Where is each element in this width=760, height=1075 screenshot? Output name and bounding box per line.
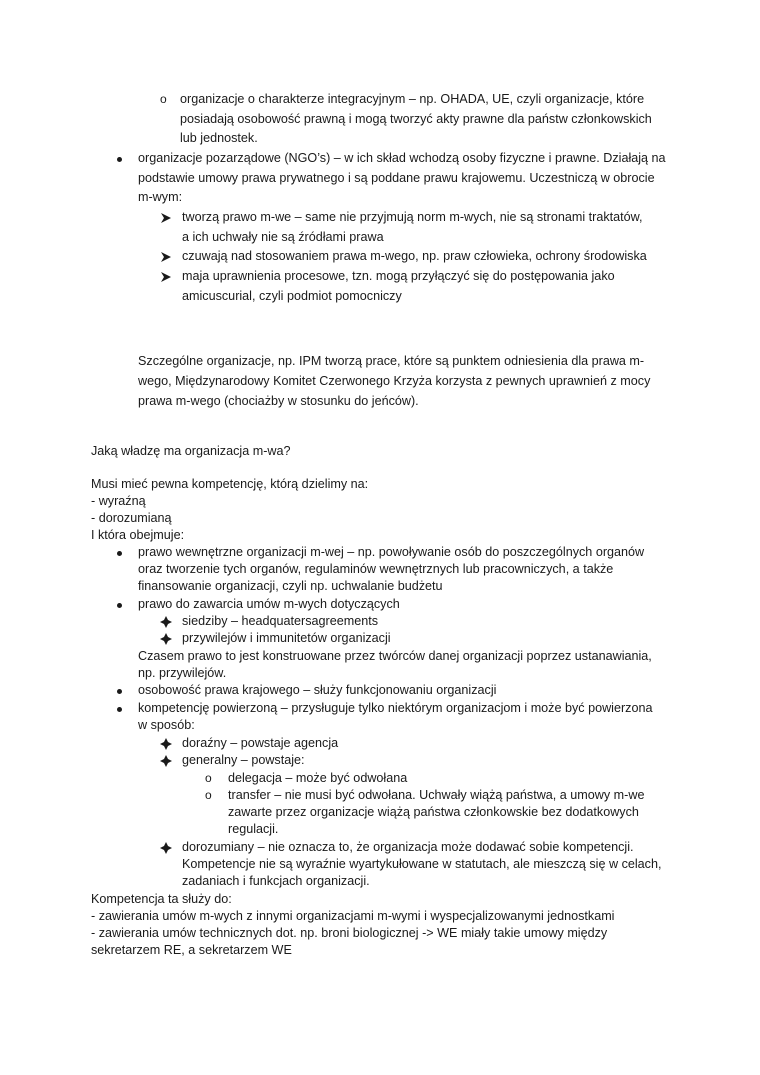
text-line: organizacje pozarządowe (NGO’s) – w ich skład wchodzą osoby fizyczne i prawne. Działają na	[138, 151, 666, 165]
text-line: dorozumiany – nie oznacza to, że organizacja może dodawać sobie kompetencji.	[182, 840, 634, 854]
text-line: osobowość prawa krajowego – służy funkcjonowaniu organizacji	[138, 683, 497, 697]
bullet-icon	[117, 603, 122, 608]
section-question: Jaką władzę ma organizacja m-wa?	[91, 444, 291, 458]
text-line: transfer – nie musi być odwołana. Uchwały wiążą państwa, a umowy m-we	[228, 788, 645, 802]
arrow-bullet-icon	[160, 271, 172, 283]
text-line: zadaniach i funkcjach organizacji.	[182, 874, 370, 888]
bullet-icon	[117, 551, 122, 556]
text-line: zawarte przez organizacje wiążą państwa członkowskie bez dodatkowych	[228, 805, 639, 819]
text-line: prawo wewnętrzne organizacji m-wej – np. powoływanie osób do poszczególnych organów	[138, 545, 645, 559]
diamond-bullet-icon	[160, 842, 172, 854]
text-line: kompetencję powierzoną – przysługuje tylko niektórym organizacjom i może być powierzona	[138, 701, 653, 715]
text-line: a ich uchwały nie są źródłami prawa	[182, 230, 384, 244]
text-line: np. przywilejów.	[138, 666, 227, 680]
bullet-icon	[117, 689, 122, 694]
text-line: - zawierania umów technicznych dot. np. broni biologicznej -> WE miały takie umowy między	[91, 926, 608, 940]
text-line: Szczególne organizacje, np. IPM tworzą prace, które są punktem odniesienia dla prawa m-	[138, 354, 645, 368]
diamond-bullet-icon	[160, 633, 172, 645]
text-line: sekretarzem RE, a sekretarzem WE	[91, 943, 292, 957]
bullet-icon	[117, 157, 122, 162]
text-line: prawa m-wego (chociażby w stosunku do jeńców).	[138, 394, 419, 408]
text-line: finansowanie organizacji, czyli np. uchwalanie budżetu	[138, 579, 443, 593]
text-line: tworzą prawo m-we – same nie przyjmują norm m-wych, nie są stronami traktatów,	[182, 210, 643, 224]
text-line: wego, Międzynarodowy Komitet Czerwonego Krzyża korzysta z pewnych uprawnień z mocy	[138, 374, 651, 388]
text-line: siedziby – headquatersagreements	[182, 614, 379, 628]
text-line: oraz tworzenie tych organów, regulaminów wewnętrznych lub pracowniczych, a także	[138, 562, 614, 576]
arrow-bullet-icon	[160, 212, 172, 224]
text-line: lub jednostek.	[180, 131, 258, 145]
text-line: organizacje o charakterze integracyjnym – np. OHADA, UE, czyli organizacje, które	[180, 92, 645, 106]
text-line: Czasem prawo to jest konstruowane przez twórców danej organizacji poprzez ustanawiania,	[138, 649, 652, 663]
arrow-bullet-icon	[160, 251, 172, 263]
text-line: prawo do zawarcia umów m-wych dotyczących	[138, 597, 400, 611]
text-line: amicuscurial, czyli podmiot pomocniczy	[182, 289, 402, 303]
text-line: doraźny – powstaje agencja	[182, 736, 339, 750]
text-line: w sposób:	[138, 718, 195, 732]
text-line: m-wym:	[138, 190, 183, 204]
circle-bullet-icon: o	[160, 92, 167, 106]
bullet-icon	[117, 707, 122, 712]
text-line: Kompetencje nie są wyraźnie wyartykułowane w statutach, ale mieszczą się w celach,	[182, 857, 662, 871]
text-line: - wyraźną	[91, 494, 146, 508]
text-line: podstawie umowy prawa prywatnego i są poddane prawu krajowemu. Uczestniczą w obrocie	[138, 171, 655, 185]
diamond-bullet-icon	[160, 616, 172, 628]
text-line: posiadają osobowość prawną i mogą tworzyć akty prawne dla państw członkowskich	[180, 112, 652, 126]
text-line: Musi mieć pewna kompetencję, którą dzielimy na:	[91, 477, 369, 491]
text-line: - dorozumianą	[91, 511, 172, 525]
text-line: generalny – powstaje:	[182, 753, 305, 767]
diamond-bullet-icon	[160, 755, 172, 767]
text-line: I która obejmuje:	[91, 528, 185, 542]
text-line: maja uprawnienia procesowe, tzn. mogą przyłączyć się do postępowania jako	[182, 269, 615, 283]
text-line: przywilejów i immunitetów organizacji	[182, 631, 391, 645]
text-line: Kompetencja ta służy do:	[91, 892, 232, 906]
text-line: regulacji.	[228, 822, 279, 836]
circle-bullet-icon: o	[205, 771, 212, 785]
text-line: czuwają nad stosowaniem prawa m-wego, np. praw człowieka, ochrony środowiska	[182, 249, 647, 263]
text-line: - zawierania umów m-wych z innymi organizacjami m-wymi i wyspecjalizowanymi jednostkami	[91, 909, 615, 923]
diamond-bullet-icon	[160, 738, 172, 750]
circle-bullet-icon: o	[205, 788, 212, 802]
text-line: delegacja – może być odwołana	[228, 771, 408, 785]
